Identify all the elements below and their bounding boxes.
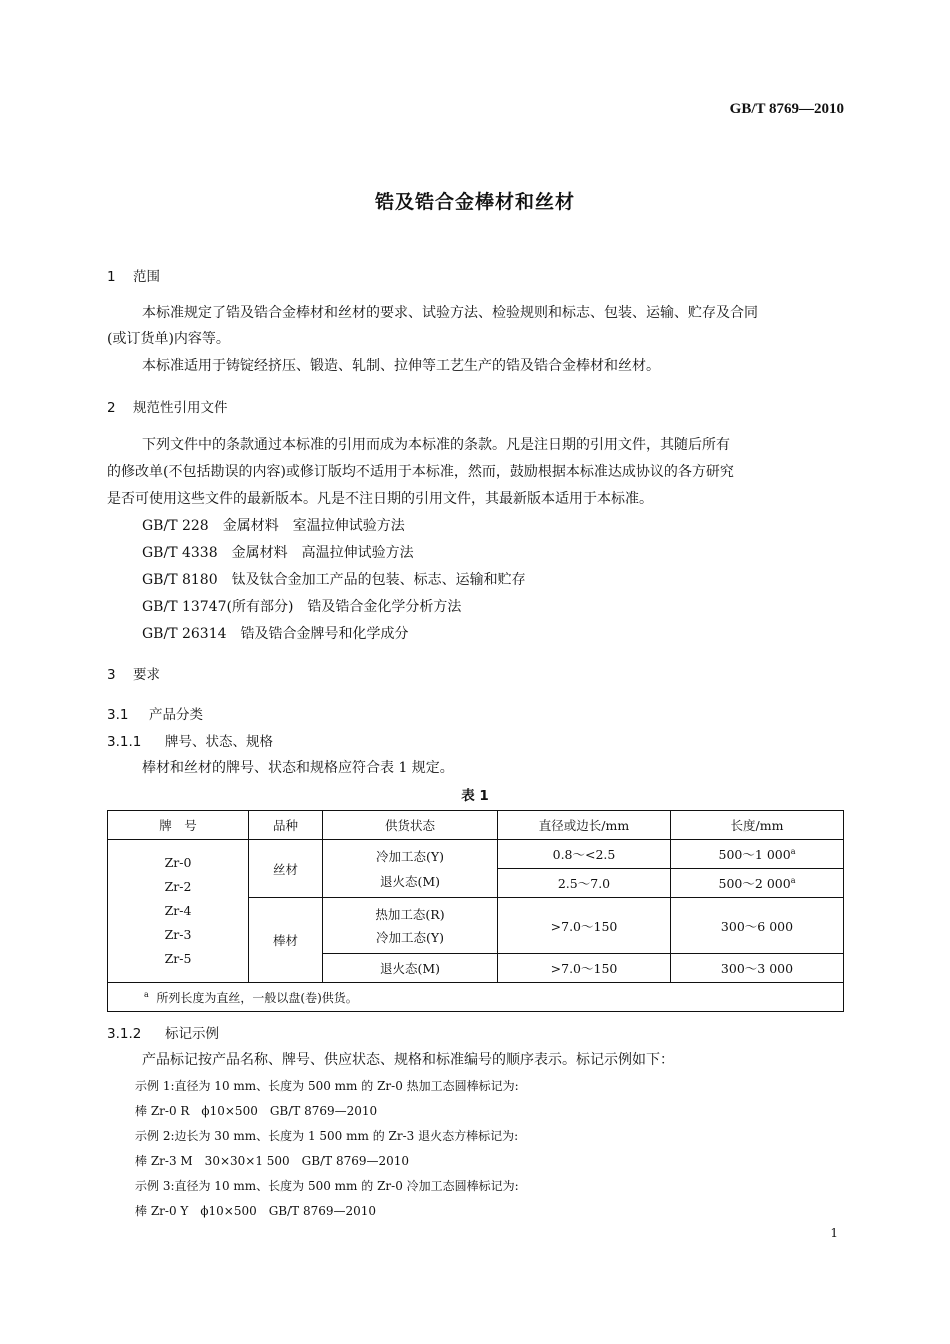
col-header-diameter: 直径或边长/mm [498, 811, 671, 840]
state-cell: 退火态(M) [323, 954, 498, 983]
section-3-1-1-heading: 3.1.1 牌号、状态、规格 [107, 734, 273, 750]
diameter-cell: >7.0～150 [498, 898, 671, 954]
example-marking: 棒 Zr-0 Y ϕ10×500 GB/T 8769—2010 [135, 1204, 377, 1218]
standard-code: GB/T 8769—2010 [729, 101, 844, 117]
kind-cell-bar: 棒材 [249, 898, 323, 983]
grade: Zr-2 [164, 879, 192, 894]
state-cell-bar [323, 898, 498, 954]
section-2-paragraph: 下列文件中的条款通过本标准的引用而成为本标准的条款。凡是注日期的引用文件，其随后所有 [142, 437, 730, 453]
example-line: 示例 1:直径为 10 mm、长度为 500 mm 的 Zr-0 热加工态圆棒标记为: [135, 1079, 519, 1093]
section-2-paragraph-cont-2: 是否可使用这些文件的最新版本。凡是不注日期的引用文件，其最新版本适用于本标准。 [107, 491, 653, 507]
section-1-paragraph-1: 本标准规定了锆及锆合金棒材和丝材的要求、试验方法、检验规则和标志、包装、运输、贮存及合同 [142, 305, 758, 321]
table-footnote-row [108, 983, 844, 1012]
col-header-state: 供货状态 [323, 811, 498, 840]
section-3-1-2-heading: 3.1.2 标记示例 [107, 1026, 219, 1042]
col-header-kind: 品种 [249, 811, 323, 840]
section-3-heading: 3 要求 [107, 667, 160, 683]
section-3-1-heading: 3.1 产品分类 [107, 707, 203, 723]
grade-list-cell [108, 840, 249, 983]
diameter-cell: 0.8～<2.5 [498, 840, 671, 869]
reference-item: GB/T 228 金属材料 室温拉伸试验方法 [142, 518, 405, 534]
table-row [108, 840, 844, 869]
state-value: 退火态(M) [379, 873, 441, 889]
table-1 [107, 810, 844, 1012]
section-1-heading: 1 范围 [107, 269, 160, 285]
reference-item: GB/T 8180 钛及钛合金加工产品的包装、标志、运输和贮存 [142, 572, 526, 588]
state-cell-wire [323, 840, 498, 898]
table-footnote: $^a$ 所列长度为直丝，一般以盘(卷)供货。 [108, 983, 844, 1012]
example-marking: 棒 Zr-0 R ϕ10×500 GB/T 8769—2010 [135, 1104, 378, 1118]
table-header-row [108, 811, 844, 840]
diameter-cell: 2.5～7.0 [498, 869, 671, 898]
grade: Zr-3 [164, 927, 192, 942]
reference-item: GB/T 13747(所有部分) 锆及锆合金化学分析方法 [142, 599, 462, 615]
section-1-paragraph-2: 本标准适用于铸锭经挤压、锻造、轧制、拉伸等工艺生产的锆及锆合金棒材和丝材。 [142, 358, 660, 374]
document-title: 锆及锆合金棒材和丝材 [374, 191, 575, 213]
state-value: 热加工态(R) [375, 906, 445, 922]
col-header-length: 长度/mm [671, 811, 844, 840]
table-caption: 表 1 [461, 788, 489, 804]
section-1-paragraph-1-cont: (或订货单)内容等。 [107, 331, 230, 347]
state-value: 冷加工态(Y) [375, 929, 444, 945]
reference-item: GB/T 4338 金属材料 高温拉伸试验方法 [142, 545, 414, 561]
reference-item: GB/T 26314 锆及锆合金牌号和化学成分 [142, 626, 409, 642]
length-cell: 300～6 000 [671, 898, 844, 954]
grade: Zr-0 [164, 855, 192, 870]
page-number: 1 [830, 1226, 838, 1240]
example-line: 示例 3:直径为 10 mm、长度为 500 mm 的 Zr-0 冷加工态圆棒标记为: [135, 1179, 519, 1193]
state-value: 冷加工态(Y) [375, 848, 444, 864]
kind-cell-wire: 丝材 [249, 840, 323, 898]
grade: Zr-5 [164, 951, 192, 966]
example-marking: 棒 Zr-3 M 30×30×1 500 GB/T 8769—2010 [135, 1154, 410, 1168]
length-cell: 500～1 000$^a$ [671, 840, 844, 869]
grade: Zr-4 [164, 903, 192, 918]
diameter-cell: >7.0～150 [498, 954, 671, 983]
example-line: 示例 2:边长为 30 mm、长度为 1 500 mm 的 Zr-3 退火态方棒标记为: [135, 1129, 519, 1143]
section-3-1-2-paragraph: 产品标记按产品名称、牌号、供应状态、规格和标准编号的顺序表示。标记示例如下： [142, 1052, 674, 1068]
length-cell: 300～3 000 [671, 954, 844, 983]
length-cell: 500～2 000$^a$ [671, 869, 844, 898]
section-3-1-1-paragraph: 棒材和丝材的牌号、状态和规格应符合表 1 规定。 [142, 760, 454, 776]
section-2-paragraph-cont-1: 的修改单(不包括勘误的内容)或修订版均不适用于本标准，然而，鼓励根据本标准达成协议的各方研究 [107, 464, 734, 480]
col-header-grade: 牌 号 [108, 811, 249, 840]
section-2-heading: 2 规范性引用文件 [107, 400, 228, 416]
